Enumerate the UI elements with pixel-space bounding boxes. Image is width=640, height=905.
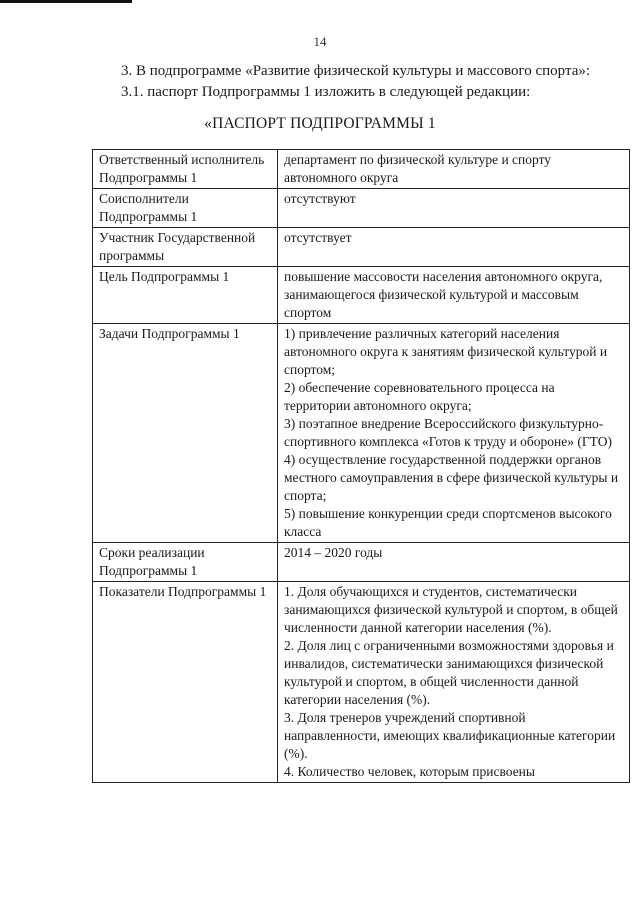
indicator-item: 4. Количество человек, которым присвоены bbox=[284, 764, 535, 779]
intro-line-2: 3.1. паспорт Подпрограммы 1 изложить в следующей редакции: bbox=[121, 84, 531, 100]
indicator-item: 1. Доля обучающихся и студентов, систематически занимающихся физической культурой и спортом, в общей численности данной категории населения (%). bbox=[284, 584, 618, 635]
table-row bbox=[93, 150, 630, 189]
top-rule bbox=[0, 0, 132, 3]
row-value-coexecutors bbox=[278, 189, 630, 228]
table-row bbox=[93, 324, 630, 543]
task-item: 1) привлечение различных категорий населения автономного округа к занятиям физической культурой и спортом; bbox=[284, 326, 608, 377]
table-row bbox=[93, 543, 630, 582]
value-text: повышение массовости населения автономного округа, занимающегося физической культурой и массовым спортом bbox=[284, 269, 603, 320]
task-item: 4) осуществление государственной поддержки органов местного самоуправления в сфере физической культуры и спорта; bbox=[284, 452, 619, 503]
row-value-participant bbox=[278, 228, 630, 267]
passport-table bbox=[92, 149, 630, 783]
table-row bbox=[93, 228, 630, 267]
row-label-goal: Цель Подпрограммы 1 bbox=[93, 267, 278, 324]
row-value-indicators bbox=[278, 582, 630, 783]
row-label-indicators: Показатели Подпрограммы 1 bbox=[93, 582, 278, 783]
row-value-responsible bbox=[278, 150, 630, 189]
row-value-goal bbox=[278, 267, 630, 324]
table-row bbox=[93, 189, 630, 228]
value-text: отсутствуют bbox=[284, 191, 356, 206]
row-label-participant: Участник Государственной программы bbox=[93, 228, 278, 267]
passport-title: «ПАСПОРТ ПОДПРОГРАММЫ 1 bbox=[204, 115, 436, 132]
task-item: 5) повышение конкуренции среди спортсменов высокого класса bbox=[284, 506, 612, 539]
value-text: департамент по физической культуре и спорту автономного округа bbox=[284, 152, 552, 185]
table-row bbox=[93, 582, 630, 783]
row-label-period: Сроки реализации Подпрограммы 1 bbox=[93, 543, 278, 582]
page-number: 14 bbox=[313, 34, 327, 49]
intro-line-1: 3. В подпрограмме «Развитие физической культуры и массового спорта»: bbox=[121, 63, 591, 79]
value-text: отсутствует bbox=[284, 230, 352, 245]
task-item: 3) поэтапное внедрение Всероссийского физкультурно-спортивного комплекса «Готов к труду и обороне» (ГТО) bbox=[284, 416, 612, 449]
table-row bbox=[93, 267, 630, 324]
row-value-tasks bbox=[278, 324, 630, 543]
row-label-coexecutors: Соисполнители Подпрограммы 1 bbox=[93, 189, 278, 228]
value-text: 2014 – 2020 годы bbox=[284, 545, 383, 560]
indicator-item: 2. Доля лиц с ограниченными возможностями здоровья и инвалидов, систематически занимающихся физической культурой и спортом, в общей численности данной категории населения (%). bbox=[284, 638, 614, 707]
indicator-item: 3. Доля тренеров учреждений спортивной направленности, имеющих квалификационные категории (%). bbox=[284, 710, 616, 761]
row-label-tasks: Задачи Подпрограммы 1 bbox=[93, 324, 278, 543]
row-label-responsible: Ответственный исполнитель Подпрограммы 1 bbox=[93, 150, 278, 189]
task-item: 2) обеспечение соревновательного процесса на территории автономного округа; bbox=[284, 380, 555, 413]
row-value-period bbox=[278, 543, 630, 582]
